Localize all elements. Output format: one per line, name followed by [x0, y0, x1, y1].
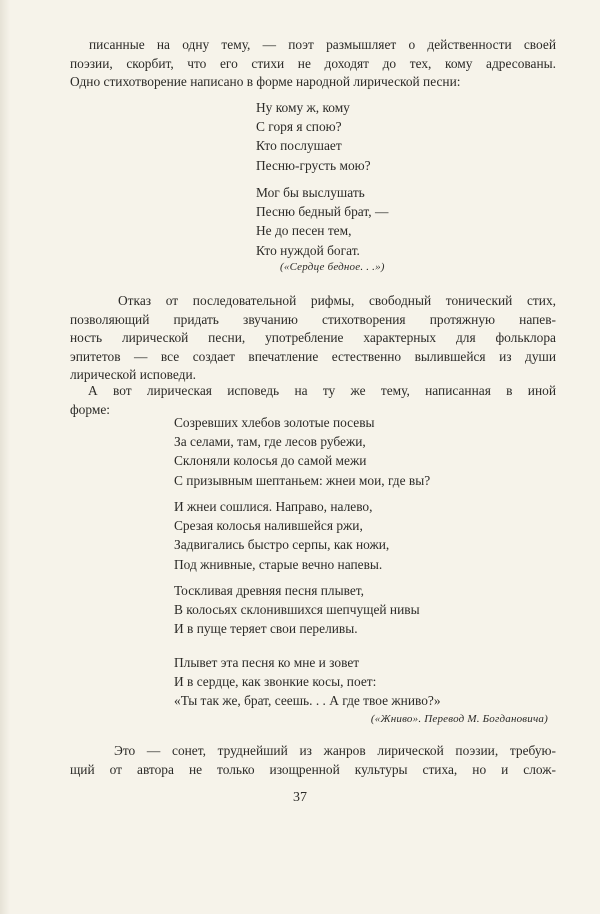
text-line: писанные на одну тему, — поэт размышляет о действенности своей [89, 37, 556, 52]
verse-line: Кто послушает [256, 138, 342, 154]
paragraph-sonnet [70, 742, 556, 779]
text-line: ность лирической песни, употребление характерных для фольклора [70, 330, 556, 346]
text-line: Отказ от последовательной рифмы, свободный тонический стих, [118, 293, 556, 308]
text-line: поэзии, скорбит, что его стихи не доходят до тех, кому адресованы. [70, 55, 556, 71]
verse-line: Под жнивные, старые вечно напевы. [174, 556, 383, 572]
verse-line: Мог бы выслушать [256, 185, 365, 200]
text-line: Одно стихотворение написано в форме народной лирической песни: [70, 74, 461, 90]
verse-line: Ну кому ж, кому [256, 100, 350, 115]
paragraph-analysis [70, 292, 556, 385]
text-line: А вот лирическая исповедь на ту же тему, написанная в иной [88, 383, 556, 398]
poem-stanza [174, 497, 389, 574]
page-number: 37 [293, 790, 307, 805]
verse-line: Не до песен тем, [256, 223, 352, 239]
poem-stanza [174, 581, 420, 639]
verse-line: Песню бедный брат, — [256, 204, 389, 220]
page-binding-shadow [0, 0, 10, 914]
verse-line: Склоняли колосья до самой межи [174, 453, 367, 469]
verse-line: Плывет эта песня ко мне и зовет [174, 655, 360, 670]
poem-attribution: («Сердце бедное. . .») [280, 261, 385, 273]
poem-stanza [256, 183, 388, 260]
poem-attribution: («Жниво». Перевод М. Богдановича) [370, 713, 548, 725]
verse-line: Созревших хлебов золотые посевы [174, 415, 375, 430]
verse-line: За селами, там, где лесов рубежи, [174, 434, 366, 450]
paragraph-intro [70, 36, 556, 92]
verse-line: И жнеи сошлися. Направо, налево, [174, 499, 373, 514]
poem-stanza [256, 98, 371, 175]
verse-line: Задвигались быстро серпы, как ножи, [174, 537, 390, 553]
verse-line: И в сердце, как звонкие косы, поет: [174, 674, 377, 690]
verse-line: «Ты так же, брат, сеешь. . . А где твое жниво?» [174, 693, 441, 709]
verse-line: Срезая колосья налившейся ржи, [174, 518, 363, 534]
text-line: форме: [70, 401, 111, 417]
verse-line: Тоскливая древняя песня плывет, [174, 583, 364, 598]
verse-line: С призывным шептаньем: жнеи мои, где вы? [174, 472, 431, 488]
text-line: лирической исповеди. [70, 367, 197, 383]
text-line: эпитетов — все создает впечатление естественно вылившейся из души [70, 348, 556, 364]
verse-line: С горя я спою? [256, 119, 342, 135]
poem-stanza [174, 653, 441, 711]
text-line: щий от автора не только изощренной культуры стиха, но и слож- [70, 761, 556, 777]
verse-line: Песню-грусть мою? [256, 157, 371, 173]
text-line: Это — сонет, труднейший из жанров лирической поэзии, требую- [114, 743, 556, 758]
verse-line: В колосьях склонившихся шепчущей нивы [174, 602, 420, 618]
verse-line: И в пуще теряет свои переливы. [174, 621, 358, 637]
poem-stanza [174, 413, 430, 490]
text-line: позволяющий придать звучанию стихотворения протяжную напев- [70, 311, 556, 327]
verse-line: Кто нуждой богат. [256, 242, 360, 258]
